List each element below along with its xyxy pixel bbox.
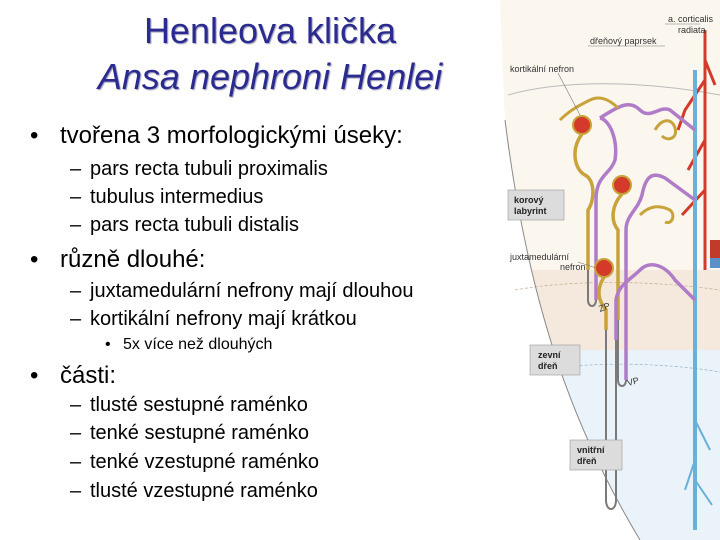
bullet-parts bbox=[30, 362, 116, 390]
sub-item bbox=[70, 308, 357, 331]
box-label: vnitřní bbox=[577, 445, 605, 455]
box-zevni-dren bbox=[530, 345, 580, 375]
sub-sub-item bbox=[105, 336, 272, 354]
nephron-figure bbox=[500, 0, 720, 540]
box-label: dřeň bbox=[538, 361, 558, 371]
sub-item bbox=[70, 158, 328, 181]
slide-title-line1: Henleova klička bbox=[143, 10, 397, 51]
dash-marker: – bbox=[70, 186, 82, 208]
dash-marker: – bbox=[70, 214, 82, 236]
sub-item-text: pars recta tubuli distalis bbox=[90, 214, 299, 236]
bullet-marker: • bbox=[105, 336, 111, 353]
bullet-text: tvořena 3 morfologickými úseky: bbox=[60, 122, 403, 149]
vessel-stub bbox=[710, 240, 720, 258]
box-vnitrni-dren bbox=[570, 440, 622, 470]
bullet-morphology bbox=[30, 122, 403, 150]
sub-item-text: tlusté sestupné raménko bbox=[90, 394, 308, 416]
box-korovy-labyrint bbox=[508, 190, 564, 220]
bullet-marker: • bbox=[30, 122, 39, 149]
sub-item bbox=[70, 394, 308, 417]
box-label: labyrint bbox=[514, 206, 547, 216]
dash-marker: – bbox=[70, 280, 82, 302]
dash-marker: – bbox=[70, 451, 82, 473]
dash-marker: – bbox=[70, 422, 82, 444]
label-radiata: radiata bbox=[678, 25, 706, 35]
bullet-marker: • bbox=[30, 246, 39, 273]
label-juxta-nefron: nefron bbox=[560, 262, 586, 272]
label-juxtamedularni: juxtamedulární bbox=[510, 252, 570, 262]
slide-title-line2: Ansa nephroni Henlei bbox=[97, 56, 443, 97]
box-label: zevní bbox=[538, 350, 561, 360]
box-label: korový bbox=[514, 195, 544, 205]
label-drenovy-paprsek: dřeňový paprsek bbox=[590, 36, 657, 46]
sub-item-text: tlusté vzestupné raménko bbox=[90, 480, 318, 502]
bullet-text: části: bbox=[60, 362, 117, 389]
sub-item-text: tenké sestupné raménko bbox=[90, 422, 310, 444]
sub-item bbox=[70, 186, 263, 209]
sub-item-text: tubulus intermedius bbox=[90, 186, 264, 208]
dash-marker: – bbox=[70, 158, 82, 180]
sub-item-text: kortikální nefrony mají krátkou bbox=[90, 308, 357, 330]
sub-item-text: pars recta tubuli proximalis bbox=[90, 158, 328, 180]
bullet-marker: • bbox=[30, 362, 39, 389]
dash-marker: – bbox=[70, 308, 82, 330]
sub-item-text: tenké vzestupné raménko bbox=[90, 451, 320, 473]
label-kortikalni-nefron: kortikální nefron bbox=[510, 64, 575, 74]
sub-sub-item-text: 5x více než dlouhých bbox=[123, 336, 273, 353]
sub-item-text: juxtamedulární nefrony mají dlouhou bbox=[90, 280, 414, 302]
label-zp: ZP bbox=[597, 300, 612, 314]
sub-item bbox=[70, 214, 299, 237]
label-vp: VP bbox=[625, 375, 641, 388]
dash-marker: – bbox=[70, 480, 82, 502]
sub-item bbox=[70, 451, 319, 474]
bullet-text: různě dlouhé: bbox=[60, 246, 206, 273]
bullet-lengths bbox=[30, 246, 205, 274]
sub-item bbox=[70, 422, 309, 445]
sub-item bbox=[70, 480, 318, 503]
vessel-stub-blue bbox=[710, 258, 720, 268]
box-label: dřeň bbox=[577, 456, 597, 466]
sub-item bbox=[70, 280, 414, 303]
label-a-corticalis: a. corticalis bbox=[668, 14, 714, 24]
dash-marker: – bbox=[70, 394, 82, 416]
